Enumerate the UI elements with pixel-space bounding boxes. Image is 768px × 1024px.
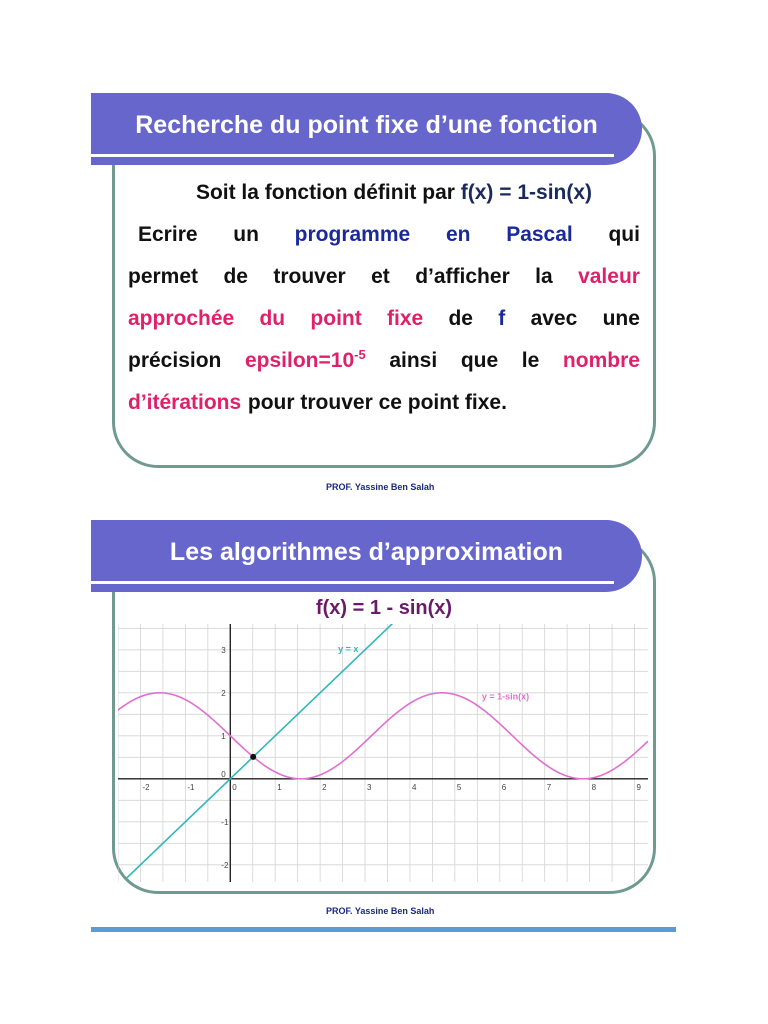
banner-underline bbox=[91, 154, 614, 157]
word-programme: programme bbox=[294, 223, 411, 246]
x-tick-label: 2 bbox=[322, 782, 327, 792]
slide2-title: Les algorithmes d’approximation bbox=[169, 538, 564, 566]
word-pascal: Pascal bbox=[506, 223, 573, 246]
word: que bbox=[460, 349, 499, 372]
function-formula: f(x) = 1-sin(x) bbox=[460, 181, 593, 204]
epsilon-base: epsilon=10 bbox=[245, 349, 355, 372]
y-tick-label: -2 bbox=[221, 860, 229, 870]
word-nombre: nombre bbox=[562, 349, 640, 372]
word: ainsi bbox=[389, 349, 438, 372]
banner-underline bbox=[91, 581, 614, 584]
slide1-paragraph bbox=[128, 172, 640, 424]
word-du: du bbox=[259, 307, 286, 330]
word: avec bbox=[530, 307, 578, 330]
epsilon-value bbox=[245, 340, 366, 382]
x-tick-label: 7 bbox=[546, 782, 552, 792]
y-tick-label: 1 bbox=[221, 731, 226, 741]
epsilon-exponent: -5 bbox=[354, 347, 366, 362]
closing-text: pour trouver ce point fixe. bbox=[247, 391, 507, 414]
x-tick-label: 6 bbox=[501, 782, 507, 792]
y-tick-label: 3 bbox=[221, 645, 226, 655]
word: de bbox=[223, 265, 248, 288]
chart-series bbox=[118, 624, 648, 878]
word: d’afficher bbox=[415, 265, 510, 288]
para-line-3 bbox=[128, 256, 640, 298]
x-tick-label: 5 bbox=[456, 782, 462, 792]
word: permet bbox=[128, 265, 199, 288]
para-line-2 bbox=[128, 214, 640, 256]
word-iterations: d’itérations bbox=[128, 391, 242, 414]
word: et bbox=[371, 265, 390, 288]
x-tick-label: -1 bbox=[187, 782, 195, 792]
label-one-minus-sin: y = 1-sin(x) bbox=[481, 691, 530, 702]
word: un bbox=[233, 223, 259, 246]
word-fixe: fixe bbox=[387, 307, 424, 330]
chart-tick-labels bbox=[142, 643, 641, 870]
chart-grid bbox=[118, 624, 648, 882]
slide1-title: Recherche du point fixe d’une fonction bbox=[135, 111, 598, 139]
word: précision bbox=[128, 349, 222, 372]
word-point: point bbox=[310, 307, 362, 330]
word: le bbox=[521, 349, 540, 372]
para-line-5 bbox=[128, 340, 640, 382]
word-approchee: approchée bbox=[128, 307, 235, 330]
x-tick-label: 3 bbox=[367, 782, 372, 792]
x-tick-label: 0 bbox=[232, 782, 237, 792]
para-line-1 bbox=[128, 172, 640, 214]
word-f: f bbox=[498, 307, 506, 330]
word-valeur: valeur bbox=[578, 265, 640, 288]
slide1-banner bbox=[91, 93, 642, 165]
word: Ecrire bbox=[138, 223, 198, 246]
para-line-6 bbox=[128, 382, 640, 424]
x-tick-label: 1 bbox=[277, 782, 282, 792]
label-y-equals-x: y = x bbox=[338, 643, 359, 654]
graph-title: f(x) = 1 - sin(x) bbox=[315, 597, 453, 619]
slide2-banner bbox=[91, 520, 642, 592]
series-y-equals-x bbox=[127, 624, 401, 878]
word: trouver bbox=[273, 265, 346, 288]
x-tick-label: 8 bbox=[591, 782, 597, 792]
word: la bbox=[535, 265, 553, 288]
slide1-footer: PROF. Yassine Ben Salah bbox=[326, 482, 435, 492]
y-tick-label: 0 bbox=[221, 769, 226, 779]
word: de bbox=[448, 307, 473, 330]
y-tick-label: 2 bbox=[221, 688, 226, 698]
word: qui bbox=[608, 223, 640, 246]
function-graph bbox=[118, 624, 648, 882]
page-bottom-rule bbox=[91, 927, 676, 932]
x-tick-label: 9 bbox=[636, 782, 641, 792]
intro-text: Soit la fonction définit par bbox=[195, 181, 461, 204]
word-en: en bbox=[445, 223, 471, 246]
slide2-footer: PROF. Yassine Ben Salah bbox=[326, 906, 435, 916]
x-tick-label: 4 bbox=[411, 782, 417, 792]
para-line-4 bbox=[128, 298, 640, 340]
y-tick-label: -1 bbox=[221, 817, 229, 827]
x-tick-label: -2 bbox=[142, 782, 150, 792]
fixed-point-marker bbox=[250, 754, 256, 760]
word: une bbox=[602, 307, 640, 330]
